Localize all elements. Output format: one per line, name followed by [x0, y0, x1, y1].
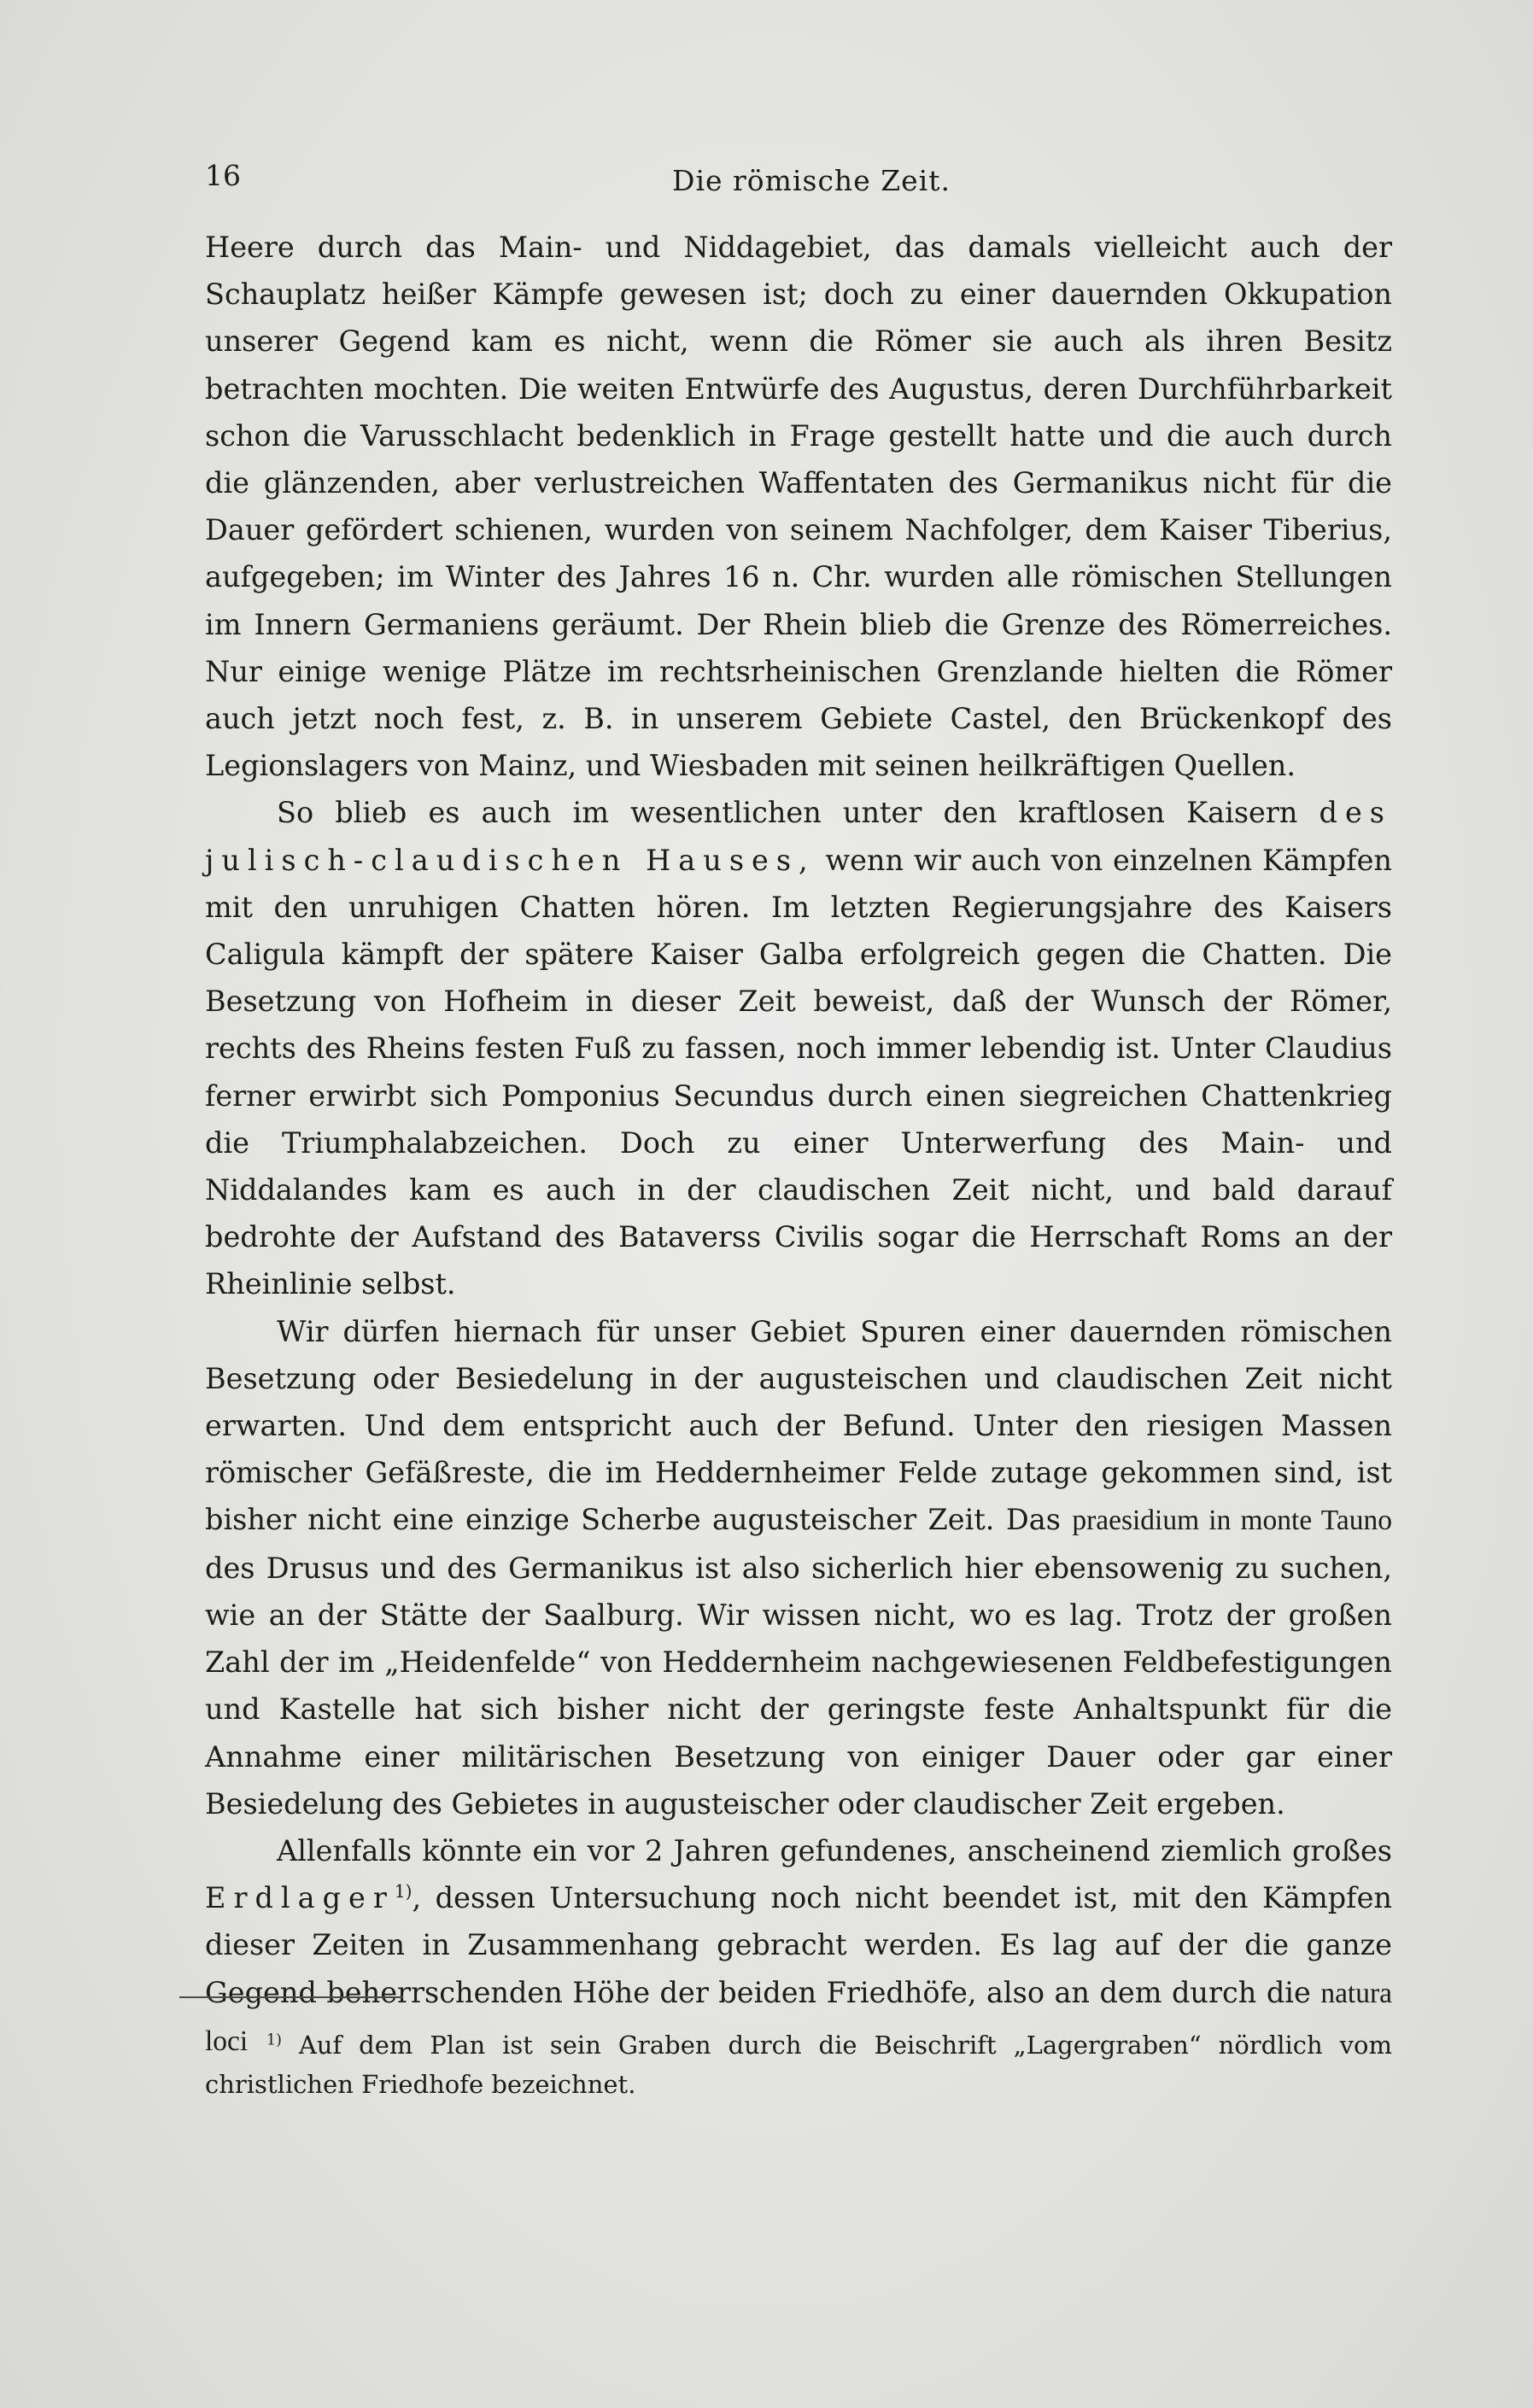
paragraph-3 — [205, 1308, 1392, 1827]
footnote-1 — [205, 2025, 1392, 2104]
page-header — [205, 159, 1418, 210]
main-text — [205, 224, 1392, 2065]
paragraph-1 — [205, 224, 1392, 789]
paragraph-3-text-start: Wir dürfen hiernach für unser Gebiet Spuren einer dauernden römischen Besetzung oder Besiedelung in der augusteischen und claudischen Zeit nicht erwarten. Und dem entspricht auch der Befund. Unter den riesigen Massen römischer Gefäßreste, die im Heddernheimer Felde zutage gekommen sind, ist bisher nicht eine einzige Scherbe augusteischer Zeit. Das — [205, 1314, 1392, 1537]
paragraph-4-text-middle: , dessen Untersuchung noch nicht beendet ist, mit den Kämpfen dieser Zeiten in Zusammenhang gebracht werden. Es lag auf der die ganze Gegend beherrschenden Höhe der beiden Friedhöfe, also an dem durch die — [205, 1881, 1392, 2009]
page-number: 16 — [205, 159, 241, 192]
paragraph-2 — [205, 789, 1392, 1307]
paragraph-3-text-end: des Drusus und des Germanikus ist also sicherlich hier ebensowenig zu suchen, wie an der Stätte der Saalburg. Wir wissen nicht, wo es lag. Trotz der großen Zahl der im „Heidenfelde“ von Heddernheim nachgewiesenen Feldbefestigungen und Kastelle hat sich bisher nicht der geringste feste Anhaltspunkt für die Annahme einer militärischen Besetzung von einiger Dauer oder gar einer Besiedelung des Gebietes in augusteischer oder claudischer Zeit ergeben. — [205, 1551, 1392, 1821]
paragraph-2-text-start: So blieb es auch im wesentlichen unter den kraftlosen Kaisern — [277, 796, 1298, 830]
paragraph-4-text-start: Allenfalls könnte ein vor 2 Jahren gefundenes, anscheinend ziemlich großes — [277, 1833, 1392, 1867]
latin-phrase-praesidium: praesidium in monte Tauno — [1072, 1505, 1393, 1537]
running-title: Die römische Zeit. — [672, 164, 951, 197]
footnote-divider — [179, 1996, 403, 1998]
footnote-marker: 1) — [266, 2031, 282, 2049]
footnotes — [205, 2025, 1392, 2104]
spaced-emphasis-julisch-claudisch: des julisch-claudischen Hauses, — [205, 796, 1392, 877]
footnote-reference[interactable]: 1) — [394, 1880, 413, 1902]
paragraph-1-text: Heere durch das Main- und Niddagebiet, das damals vielleicht auch der Schauplatz heißer Kämpfe gewesen ist; doch zu einer dauernden Okkupation unserer Gegend kam es nicht, wenn die Römer sie auch als ihren Besitz betrachten mochten. Die weiten Entwürfe des Augustus, deren Durchführbarkeit schon die Varusschlacht bedenklich in Frage gestellt hatte und die auch durch die glänzenden, aber verlustreichen Waffentaten des Germanikus nicht für die Dauer gefördert schienen, wurden von seinem Nachfolger, dem Kaiser Tiberius, aufgegeben; im Winter des Jahres 16 n. Chr. wurden alle römischen Stellungen im Innern Germaniens geräumt. Der Rhein blieb die Grenze des Römerreiches. Nur einige wenige Plätze im rechtsrheinischen Grenzlande hielten die Römer auch jetzt noch fest, z. B. in unserem Gebiete Castel, den Brückenkopf des Legionslagers von Mainz, und Wiesbaden mit seinen heilkräftigen Quellen. — [205, 231, 1392, 783]
spaced-emphasis-erdlager: Erdlager — [205, 1881, 395, 1915]
latin-phrase-natura-loci: natura loci — [205, 1977, 1393, 2057]
footnote-text: Auf dem Plan ist sein Graben durch die Beischrift „Lagergraben“ nördlich vom christlichen Friedhofe bezeichnet. — [205, 2031, 1393, 2099]
paragraph-2-text-end: wenn wir auch von einzelnen Kämpfen mit den unruhigen Chatten hören. Im letzten Regierungsjahre des Kaisers Caligula kämpft der spätere Kaiser Galba erfolgreich gegen die Chatten. Die Besetzung von Hofheim in dieser Zeit beweist, daß der Wunsch der Römer, rechts des Rheins festen Fuß zu fassen, noch immer lebendig ist. Unter Claudius ferner erwirbt sich Pomponius Secundus durch einen siegreichen Chattenkrieg die Triumphalabzeichen. Doch zu einer Unterwerfung des Main- und Niddalandes kam es auch in der claudischen Zeit nicht, und bald darauf bedrohte der Aufstand des Bataverss Civilis sogar die Herrschaft Roms an der Rheinlinie selbst. — [205, 843, 1392, 1301]
